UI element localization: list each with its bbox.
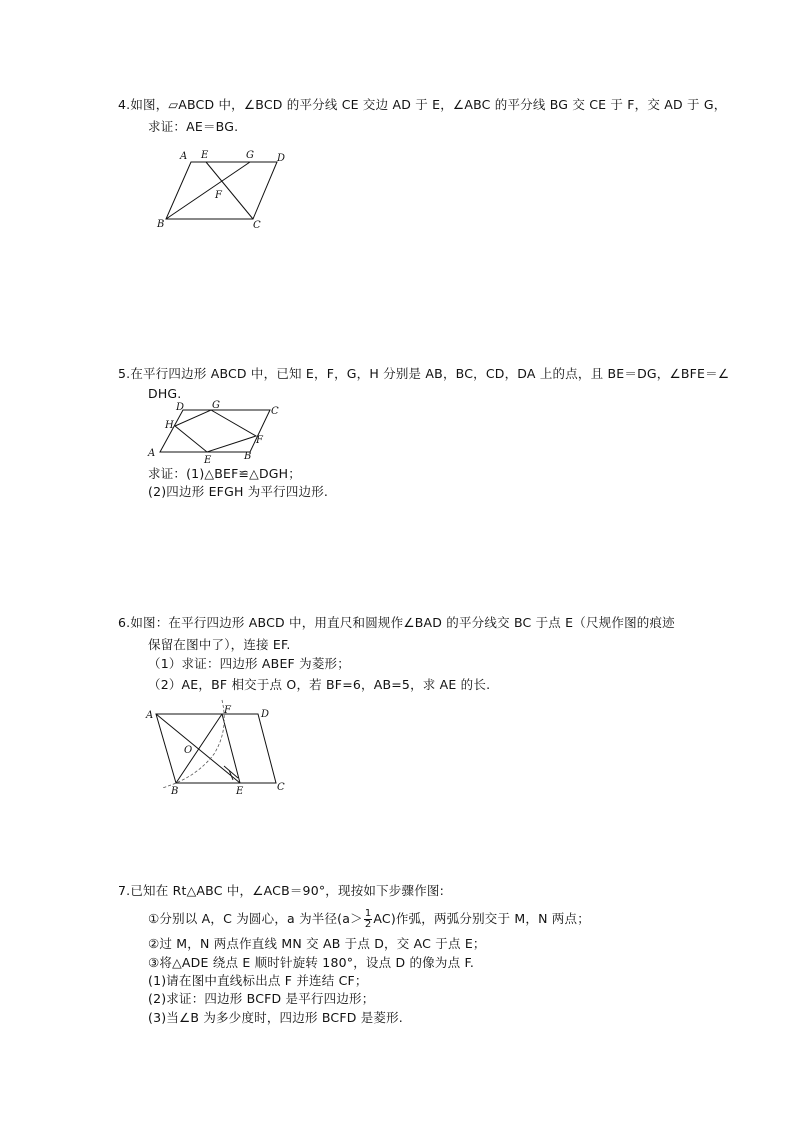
fraction-numerator: 1 bbox=[364, 908, 372, 919]
label-F: F bbox=[256, 435, 263, 446]
problem-7-line-5: (1)请在图中直线标出点 F 并连结 CF； bbox=[148, 973, 368, 988]
label-A: A bbox=[180, 151, 188, 162]
step-1-text-a: ①分别以 A，C 为圆心，a 为半径(a＞ bbox=[148, 911, 363, 926]
fraction-one-half bbox=[364, 909, 373, 930]
problem-4-line-1: 4.如图，▱ABCD 中，∠BCD 的平分线 CE 交边 AD 于 E，∠ABC 的平分线 BG 交 CE 于 F，交 AD 于 G， bbox=[118, 97, 727, 112]
figure-parallelogram-4 bbox=[150, 145, 300, 235]
problem-7-line-4: ③将△ADE 绕点 E 顺时针旋转 180°，设点 D 的像为点 F. bbox=[148, 955, 474, 970]
label-F: F bbox=[224, 705, 231, 716]
problem-6-line-4: （2）AE，BF 相交于点 O，若 BF=6，AB=5，求 AE 的长. bbox=[148, 677, 491, 692]
fraction-denominator: 2 bbox=[364, 919, 372, 930]
label-C: C bbox=[271, 406, 279, 417]
label-D: D bbox=[261, 709, 270, 720]
problem-7-line-2 bbox=[148, 909, 590, 930]
label-C: C bbox=[277, 782, 285, 793]
problem-4-line-2: 求证：AE＝BG. bbox=[148, 119, 239, 134]
label-O: O bbox=[184, 745, 193, 756]
label-E: E bbox=[204, 455, 212, 464]
problem-6-line-1: 6.如图：在平行四边形 ABCD 中，用直尺和圆规作∠BAD 的平分线交 BC 于点 E（尺规作图的痕迹 bbox=[118, 615, 675, 630]
label-G: G bbox=[246, 150, 254, 161]
label-A: A bbox=[148, 448, 156, 459]
problem-6-line-3: （1）求证：四边形 ABEF 为菱形； bbox=[148, 656, 350, 671]
label-B: B bbox=[171, 786, 179, 797]
problem-7-line-3: ②过 M，N 两点作直线 MN 交 AB 于点 D，交 AC 于点 E； bbox=[148, 936, 486, 951]
step-1-text-b: AC)作弧，两弧分别交于 M，N 两点； bbox=[373, 911, 590, 926]
label-B: B bbox=[157, 219, 165, 230]
problem-7-line-7: (3)当∠B 为多少度时，四边形 BCFD 是菱形. bbox=[148, 1010, 403, 1025]
problem-5-line-2: DHG. bbox=[148, 386, 182, 401]
figure-rhombus-6 bbox=[140, 696, 300, 801]
label-C: C bbox=[253, 220, 261, 231]
label-F: F bbox=[215, 190, 222, 201]
label-E: E bbox=[201, 150, 209, 161]
problem-6-line-2: 保留在图中了），连接 EF. bbox=[148, 637, 291, 652]
problem-5-line-3: 求证：(1)△BEF≌△DGH； bbox=[148, 466, 301, 481]
problem-7-line-1: 7.已知在 Rt△ABC 中，∠ACB＝90°，现按如下步骤作图: bbox=[118, 883, 445, 898]
label-H: H bbox=[165, 420, 174, 431]
problem-5-line-1: 5.在平行四边形 ABCD 中，已知 E，F，G，H 分别是 AB，BC，CD，DA 上的点，且 BE＝DG，∠BFE＝∠ bbox=[118, 366, 730, 381]
problem-5-line-4: (2)四边形 EFGH 为平行四边形. bbox=[148, 484, 329, 499]
label-E: E bbox=[236, 786, 244, 797]
label-A: A bbox=[146, 710, 154, 721]
label-D: D bbox=[277, 153, 286, 164]
label-G: G bbox=[212, 400, 220, 411]
label-D: D bbox=[176, 402, 185, 413]
problem-7-line-6: (2)求证：四边形 BCFD 是平行四边形； bbox=[148, 991, 375, 1006]
figure-parallelogram-5 bbox=[140, 398, 290, 464]
label-B: B bbox=[244, 451, 252, 462]
